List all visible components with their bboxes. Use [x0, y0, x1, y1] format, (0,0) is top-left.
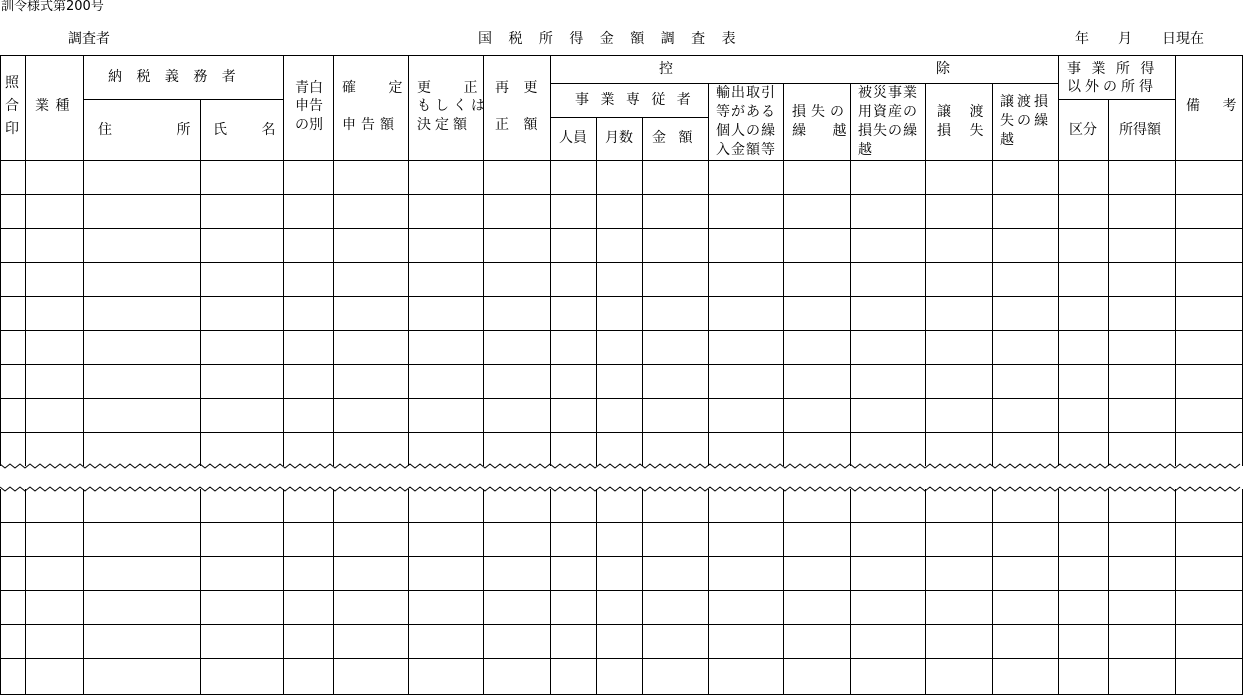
col-fw-months: 月数 [605, 130, 633, 146]
col-export-3: 個人の繰 [716, 123, 776, 139]
col-transfer-loss-carry-2: 失の繰 [1000, 113, 1051, 129]
col-disaster-3: 損失の繰 [858, 123, 918, 139]
col-disaster-4: 越 [858, 142, 872, 158]
col-other-income-2: 以外の所得 [1067, 79, 1157, 95]
date-as-of: 日現在 [1162, 31, 1204, 47]
col-address: 住 所 [98, 122, 191, 138]
col-fw-amount: 金 額 [652, 130, 693, 146]
col-remarks: 備 考 [1186, 98, 1237, 114]
col-transfer-loss-1: 譲 渡 [937, 104, 984, 120]
date-year: 年 [1075, 31, 1089, 47]
col-export-1: 輸出取引 [716, 85, 776, 101]
col-disaster-2: 用資産の [858, 104, 918, 120]
col-industry: 業 種 [35, 98, 70, 114]
col-loss-carry-2: 繰 越 [792, 123, 847, 139]
break-line-upper [0, 464, 1240, 468]
col-transfer-loss-carry-1: 譲渡損 [1000, 94, 1051, 110]
col-seal-2: 合 [5, 98, 19, 114]
col-taxpayer: 納 税 義 務 者 [108, 69, 236, 85]
col-seal-3: 印 [5, 121, 19, 137]
col-seal-1: 照 [5, 75, 19, 91]
investigator-label: 調査者 [68, 31, 110, 47]
col-fw-persons: 人員 [559, 130, 587, 146]
col-re-correction-1: 再 更 [495, 80, 538, 96]
col-transfer-loss-2: 損 失 [937, 123, 984, 139]
col-correction-3: 決定額 [417, 117, 471, 133]
col-transfer-loss-carry-3: 越 [1000, 132, 1014, 148]
col-deduction-right: 除 [936, 61, 950, 77]
col-export-2: 等がある [716, 104, 776, 120]
col-loss-carry-1: 損失の [792, 104, 849, 120]
col-blue-return-2: 申告 [295, 98, 323, 114]
col-export-4: 入金額等 [716, 142, 776, 158]
col-blue-return-3: の別 [295, 117, 323, 133]
page-title: 国 税 所 得 金 額 調 査 表 [478, 31, 738, 47]
col-final-return-2: 申告額 [342, 117, 399, 133]
col-income-amount: 所得額 [1119, 122, 1161, 138]
col-disaster-1: 被災事業 [858, 85, 918, 101]
break-line-lower [0, 487, 1240, 491]
col-correction-2: もしくは [417, 98, 489, 114]
col-deduction-left: 控 [659, 61, 673, 77]
col-family-worker: 事 業 専 従 者 [575, 92, 691, 108]
form-number: 訓令様式第200号 [1, 0, 104, 14]
col-name: 氏 名 [213, 122, 276, 138]
col-blue-return-1: 青白 [295, 80, 323, 96]
col-other-income-1: 事 業 所 得 [1067, 61, 1155, 77]
col-re-correction-2: 正 額 [495, 117, 538, 133]
col-category: 区分 [1069, 122, 1097, 138]
date-month: 月 [1118, 31, 1132, 47]
col-correction-1: 更 正 [417, 80, 478, 96]
col-final-return-1: 確 定 [342, 80, 403, 96]
